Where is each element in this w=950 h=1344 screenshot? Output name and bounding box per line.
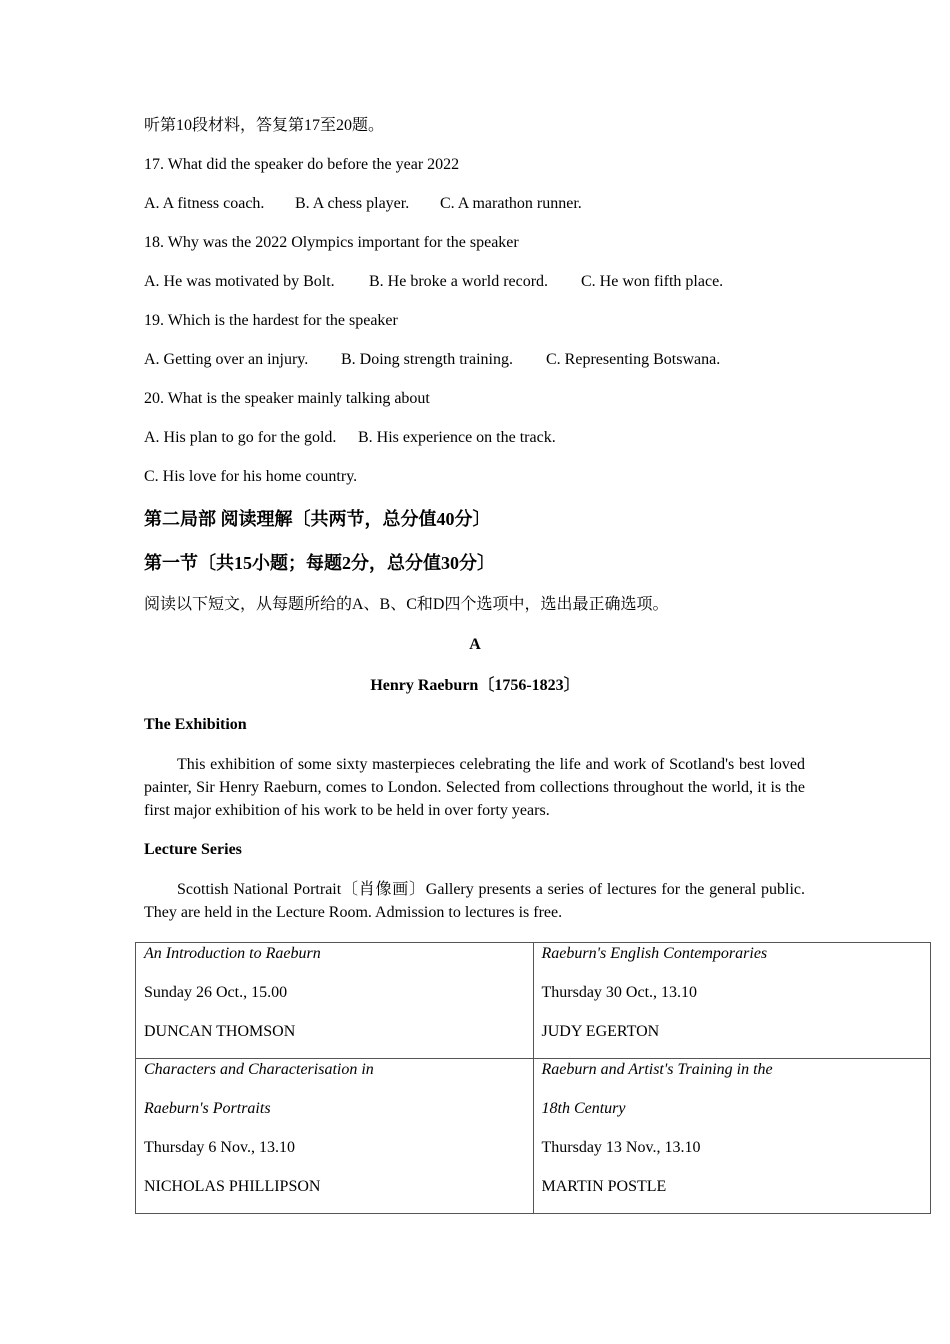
question-20-option-c: C. His love for his home country. — [144, 468, 358, 485]
passage-letter: A — [469, 636, 481, 653]
lecture-date: Thursday 6 Nov., 13.10 — [144, 1139, 295, 1156]
question-20-option-a: A. His plan to go for the gold. — [144, 429, 337, 446]
lecture-cell — [136, 1059, 534, 1214]
table-row — [136, 1059, 931, 1214]
question-17-option-c: C. A marathon runner. — [440, 195, 582, 212]
section1-heading: 第一节〔共15小题；每题2分，总分值30分〕 — [144, 553, 495, 573]
lecture-date: Sunday 26 Oct., 15.00 — [144, 984, 288, 1001]
exhibition-paragraph: This exhibition of some sixty masterpieces celebrating the life and work of Scotland's best loved painter, Sir Henry Raeburn, comes to London. Selected from collections throughout the world, it is the first major exhibition of his work to be held in over forty years. — [144, 756, 805, 819]
lecture-speaker: NICHOLAS PHILLIPSON — [144, 1178, 321, 1195]
lecture-title: Raeburn's English Contemporaries — [541, 945, 768, 962]
question-18-option-b: B. He broke a world record. — [369, 273, 549, 290]
lecture-title-continued: 18th Century — [541, 1100, 626, 1117]
lecture-title: Characters and Characterisation in — [144, 1061, 374, 1078]
table-row — [136, 943, 931, 1059]
question-17-options — [144, 194, 582, 214]
lecture-speaker: DUNCAN THOMSON — [144, 1023, 296, 1040]
listening-intro: 听第10段材料，答复第17至20题。 — [144, 117, 385, 134]
reading-instruction: 阅读以下短文，从每题所给的A、B、C和D四个选项中，选出最正确选项。 — [144, 596, 669, 613]
lecture-cell — [533, 1059, 931, 1214]
lecture-cell — [136, 943, 534, 1059]
lecture-speaker: JUDY EGERTON — [541, 1023, 660, 1040]
lecture-schedule-table — [135, 942, 931, 1214]
question-19-option-b: B. Doing strength training. — [341, 351, 513, 368]
lecture-date: Thursday 30 Oct., 13.10 — [541, 984, 698, 1001]
lecture-title: Raeburn and Artist's Training in the — [541, 1061, 773, 1078]
passage-title: Henry Raeburn〔1756-1823〕 — [370, 677, 580, 694]
question-19-stem: 19. Which is the hardest for the speaker — [144, 312, 398, 329]
part2-heading: 第二局部 阅读理解〔共两节，总分值40分〕 — [144, 509, 491, 529]
lecture-title-continued: Raeburn's Portraits — [144, 1100, 271, 1117]
question-19-option-a: A. Getting over an injury. — [144, 351, 309, 368]
lecture-cell — [533, 943, 931, 1059]
question-18-stem: 18. Why was the 2022 Olympics important for the speaker — [144, 234, 519, 251]
lecture-speaker: MARTIN POSTLE — [541, 1178, 667, 1195]
question-20-options — [144, 428, 556, 448]
lecture-date: Thursday 13 Nov., 13.10 — [541, 1139, 701, 1156]
question-17-stem: 17. What did the speaker do before the year 2022 — [144, 156, 460, 173]
question-18-options — [144, 272, 723, 292]
lecture-series-heading: Lecture Series — [144, 841, 242, 858]
question-19-options — [144, 350, 720, 370]
question-19-option-c: C. Representing Botswana. — [546, 351, 721, 368]
question-18-option-c: C. He won fifth place. — [581, 273, 724, 290]
question-17-option-a: A. A fitness coach. — [144, 195, 265, 212]
question-20-option-b: B. His experience on the track. — [358, 429, 556, 446]
lecture-title: An Introduction to Raeburn — [144, 945, 321, 962]
question-20-stem: 20. What is the speaker mainly talking about — [144, 390, 430, 407]
lecture-series-paragraph: Scottish National Portrait〔肖像画〕Gallery presents a series of lectures for the general public. They are held in the Lecture Room. Admission to lectures is free. — [144, 881, 805, 921]
question-18-option-a: A. He was motivated by Bolt. — [144, 273, 335, 290]
exhibition-heading: The Exhibition — [144, 716, 247, 733]
question-17-option-b: B. A chess player. — [295, 195, 410, 212]
